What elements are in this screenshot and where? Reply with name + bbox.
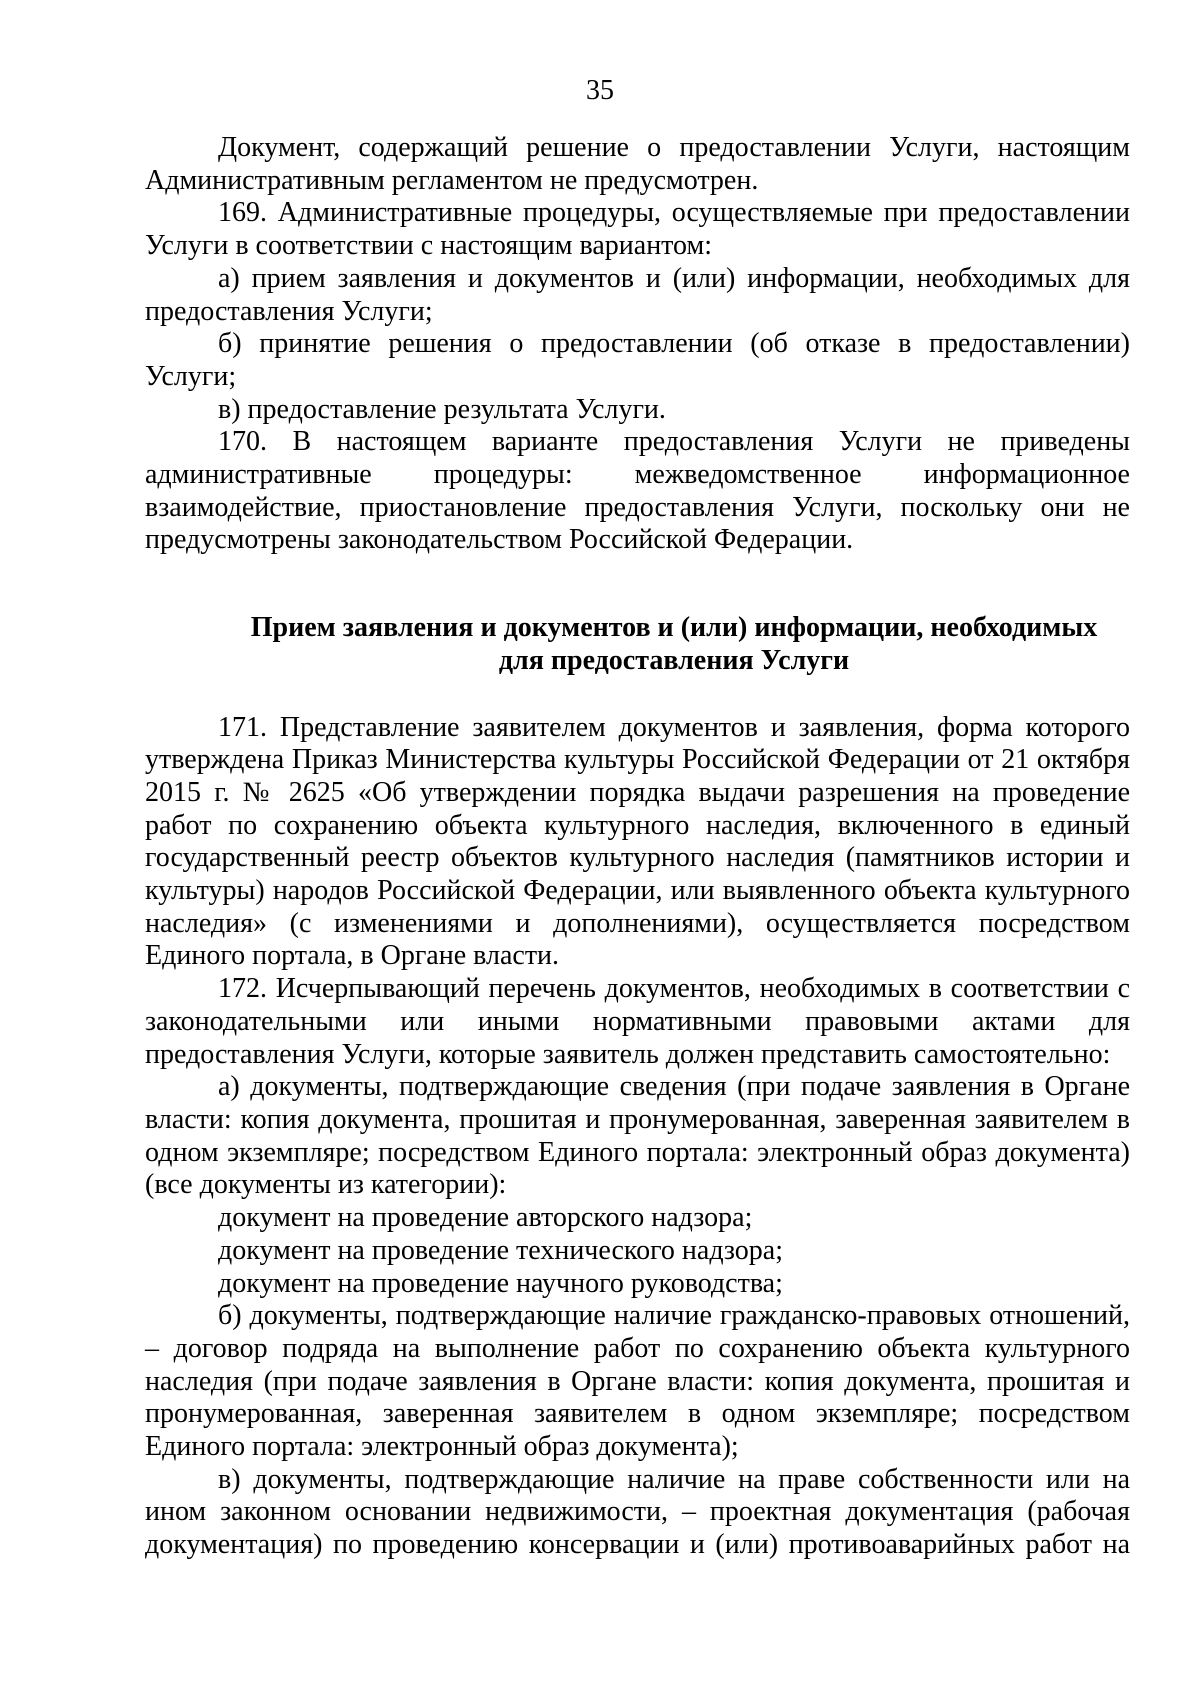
list-item-b: б) принятие решения о предоставлении (об отказе в предоставлении) Услуги; <box>145 328 1130 392</box>
list-item-v: в) документы, подтверждающие наличие на праве собственности или на ином законном основании недвижимости, – проектная документация (рабочая документация) по проведению консервации и (или) противоаварийных работ на <box>145 1463 1130 1561</box>
list-item-v: в) предоставление результата Услуги. <box>218 393 666 425</box>
paragraph-172: 172. Исчерпывающий перечень документов, необходимых в соответствии с законодательными или иными нормативными правовыми актами для предоставления Услуги, которые заявитель должен представить самостоятельно: <box>145 973 1130 1070</box>
list-subitem: документ на проведение научного руководства; <box>218 1267 783 1299</box>
section-heading-line-2: для предоставления Услуги <box>498 644 850 676</box>
list-item-a: а) прием заявления и документов и (или) информации, необходимых для предоставления Услуги; <box>145 262 1130 327</box>
list-subitem: документ на проведение авторского надзора; <box>218 1202 753 1234</box>
section-heading-line-1: Прием заявления и документов и (или) информации, необходимых <box>250 612 1098 644</box>
page-number: 35 <box>586 75 614 106</box>
paragraph-170: 170. В настоящем варианте предоставления Услуги не приведены административные процедуры: межведомственное информационное взаимодействие, приостановление предоставления Услуги, поскольку они не предусмотрены законодательством Российской Федерации. <box>145 426 1130 556</box>
paragraph-171: 171. Представление заявителем документов и заявления, форма которого утверждена Приказ Министерства культуры Российской Федерации от 21 октября 2015 г. № 2625 «Об утверждении порядка выдачи разрешения на проведение работ по сохранению объекта культурного наследия, включенного в единый государственный реестр объектов культурного наследия (памятников истории и культуры) народов Российской Федерации, или выявленного объекта культурного наследия» (с изменениями и дополнениями), осуществляется посредством Единого портала, в Органе власти. <box>145 711 1130 972</box>
list-item-b: б) документы, подтверждающие наличие гражданско-правовых отношений, – договор подряда на выполнение работ по сохранению объекта культурного наследия (при подаче заявления в Органе власти: копия документа, прошитая и пронумерованная, заверенная заявителем в одном экземпляре; посредством Единого портала: электронный образ документа); <box>145 1300 1130 1463</box>
section-heading <box>145 612 1130 677</box>
list-item-a: а) документы, подтверждающие сведения (при подаче заявления в Органе власти: копия документа, прошитая и пронумерованная, заверенная заявителем в одном экземпляре; посредством Единого портала: электронный образ документа) (все документы из категории): <box>145 1071 1130 1201</box>
document-body <box>145 132 1130 1562</box>
paragraph-169: 169. Административные процедуры, осуществляемые при предоставлении Услуги в соответствии с настоящим вариантом: <box>145 197 1130 262</box>
list-subitem: документ на проведение технического надзора; <box>218 1234 784 1266</box>
paragraph: Документ, содержащий решение о предоставлении Услуги, настоящим Административным регламентом не предусмотрен. <box>145 132 1130 196</box>
